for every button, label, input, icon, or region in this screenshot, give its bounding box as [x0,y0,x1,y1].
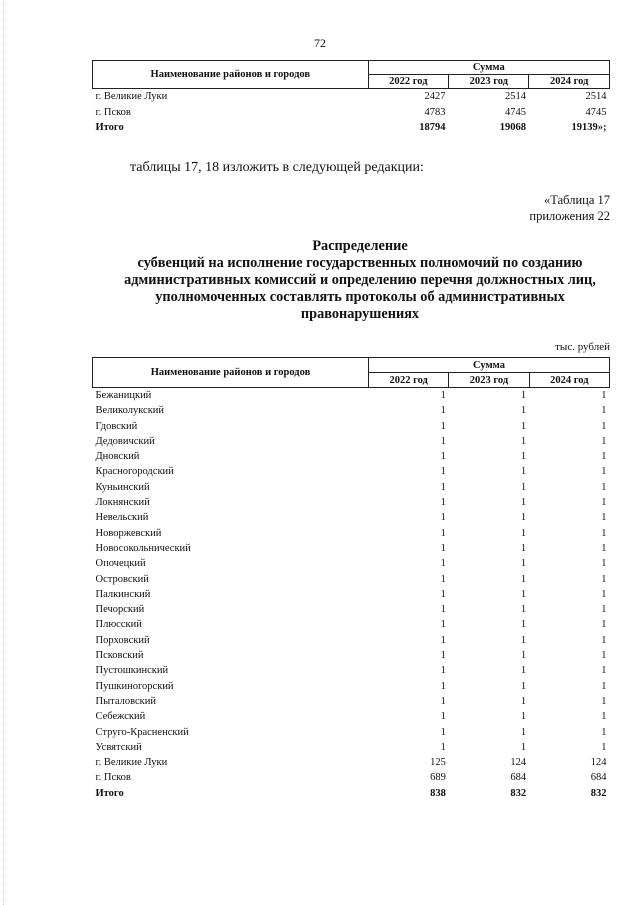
row-value: 1 [440,481,446,493]
row-value: 18794 [419,122,446,133]
row-name: Плюсский [95,619,142,631]
row-name: Печорский [95,604,145,616]
header-year: 2023 год [449,75,529,89]
row-value: 838 [430,787,446,799]
row-value: 1 [520,451,527,463]
row-name: Себежский [95,711,146,723]
title-line: правонарушениях [300,306,420,322]
row-value: 1 [440,420,446,432]
row-value: 689 [430,772,446,784]
row-value: 1 [440,573,446,585]
row-value: 1 [520,497,527,509]
row-value: 1 [440,695,446,707]
table-row [93,725,610,740]
title-line: уполномоченных составлять протоколы об административных [155,289,565,305]
table-row [93,663,610,678]
row-value: 1 [601,726,607,738]
table-row [93,89,610,105]
row-value: 1 [601,741,607,753]
table-row [93,572,610,587]
row-value: 124 [510,757,527,769]
row-name: Усвятский [95,741,142,753]
table-row [93,495,610,510]
row-name: Пыталовский [95,695,156,707]
row-name: г. Великие Луки [95,757,168,769]
row-value: 4783 [424,106,446,118]
row-value: 1 [440,451,446,463]
previous-table [92,60,610,136]
table-title [80,238,640,323]
row-value: 1 [520,512,527,524]
table-reference-line: «Таблица 17 [544,193,610,207]
row-name: Дедовичский [95,435,155,447]
table-row [93,602,610,617]
row-value: 19068 [499,122,526,133]
row-value: 1 [520,588,527,600]
row-value: 1 [601,405,607,417]
row-value: 125 [430,757,446,769]
header-year: 2022 год [369,373,449,388]
table-row [93,510,610,525]
row-value: 1 [440,542,446,554]
row-value: 1 [601,466,607,478]
row-value: 1 [601,711,607,723]
row-value: 4745 [585,106,607,118]
row-value: 2514 [504,91,526,102]
row-value: 1 [601,619,607,631]
row-value: 1 [601,695,607,707]
row-value: 1 [440,619,446,631]
table-row [93,709,610,724]
row-value: 124 [590,757,607,769]
row-value: 1 [520,405,527,417]
row-value: 1 [601,558,607,570]
row-name: Новоржевский [95,527,162,539]
row-name: Порховский [95,634,150,646]
title-line: административных комиссий и определению перечня должностных лиц, [124,272,596,288]
header-sum: Сумма [368,61,609,75]
table-row [93,740,610,755]
row-value: 1 [601,680,607,692]
row-value: 1 [520,481,527,493]
row-value: 684 [590,772,607,784]
table-row [93,648,610,663]
header-year: 2024 год [529,75,610,89]
table-row [93,403,610,418]
row-value: 1 [520,634,527,646]
table-row [93,633,610,648]
row-value: 1 [520,604,527,616]
header-year: 2022 год [368,75,448,89]
row-value: 1 [520,420,527,432]
row-value: 1 [520,466,527,478]
row-value: 1 [440,588,446,600]
row-value: 1 [440,726,446,738]
table-row [93,556,610,571]
row-name: Итого [95,787,124,799]
row-value: 1 [601,497,607,509]
row-value: 1 [520,619,527,631]
table-row [93,388,610,404]
row-value: 1 [601,435,607,447]
row-value: 1 [601,542,607,554]
row-value: 1 [520,711,527,723]
row-name: Пустошкинский [95,665,169,677]
table-row [93,587,610,602]
row-value: 1 [601,665,607,677]
row-value: 1 [440,711,446,723]
unit-label: тыс. рублей [555,341,610,353]
row-value: 1 [520,527,527,539]
header-name: Наименование районов и городов [93,358,369,388]
row-name: Островский [95,573,149,585]
row-value: 1 [520,390,527,401]
row-value: 1 [440,680,446,692]
row-name: Пушкиногорский [95,680,174,692]
row-name: Дновский [95,451,140,463]
row-value: 1 [520,558,527,570]
title-line: Распределение [312,238,408,254]
row-name: Красногородский [95,466,174,478]
row-value: 1 [601,604,607,616]
title-line: субвенций на исполнение государственных полномочий по созданию [137,255,583,271]
table-row [93,526,610,541]
row-value: 1 [601,527,607,539]
table-row [93,480,610,495]
table-row [93,419,610,434]
row-value: 1 [601,451,607,463]
row-name: Бежаницкий [95,390,152,401]
row-value: 1 [440,405,446,417]
header-year: 2024 год [529,373,609,388]
table-row [93,449,610,464]
table-row [93,770,610,785]
row-value: 832 [590,787,607,799]
row-value: 1 [440,604,446,616]
table-row [93,786,610,801]
header-name: Наименование районов и городов [93,61,369,89]
row-value: 1 [440,665,446,677]
table-row [93,120,610,136]
table-row [93,694,610,709]
row-value: 1 [520,573,527,585]
row-value: 1 [440,527,446,539]
row-value: 2427 [424,91,446,102]
row-value: 1 [601,650,607,662]
row-name: Великолукский [95,405,165,417]
row-value: 1 [601,573,607,585]
row-value: 1 [520,741,527,753]
row-value: 1 [601,390,607,401]
row-name: Опочецкий [95,558,146,570]
table-row [93,434,610,449]
row-name: Палкинский [95,588,151,600]
table-row [93,464,610,479]
row-name: Гдовский [95,420,138,432]
row-value: 1 [520,680,527,692]
row-value: 1 [440,497,446,509]
row-value: 1 [601,512,607,524]
row-value: 1 [601,634,607,646]
row-value: 1 [440,512,446,524]
page-number: 72 [314,36,326,50]
row-value: 1 [520,542,527,554]
row-name: г. Псков [95,106,131,118]
header-year: 2023 год [449,373,529,388]
scan-margin-line [3,0,4,905]
row-value: 1 [440,435,446,447]
row-name: Псковский [95,650,144,662]
row-value: 1 [440,558,446,570]
row-value: 1 [440,390,446,401]
table-row [93,755,610,770]
row-value: 1 [520,695,527,707]
row-value: 1 [520,726,527,738]
row-value: 19139»; [571,122,607,133]
row-value: 832 [510,787,527,799]
row-value: 2514 [585,91,607,102]
header-sum: Сумма [369,358,610,373]
row-value: 1 [440,634,446,646]
row-value: 1 [440,466,446,478]
row-value: 684 [510,772,527,784]
row-name: Локнянский [95,497,150,509]
row-name: г. Псков [95,772,131,784]
row-name: Новосокольнический [95,542,191,554]
intro-text: таблицы 17, 18 изложить в следующей редакции: [130,160,424,175]
row-name: Итого [95,122,124,133]
table-row [93,105,610,121]
subventions-table [92,357,610,801]
row-name: г. Великие Луки [95,91,168,102]
table-reference-line: приложения 22 [529,209,610,223]
table-reference [529,192,610,224]
table-row [93,541,610,556]
row-value: 1 [601,420,607,432]
row-name: Струго-Красненский [95,726,189,738]
row-value: 1 [520,435,527,447]
row-value: 1 [440,650,446,662]
row-value: 1 [520,665,527,677]
row-value: 1 [601,481,607,493]
row-name: Невельский [95,512,149,524]
row-value: 1 [440,741,446,753]
row-value: 1 [601,588,607,600]
row-value: 1 [520,650,527,662]
table-row [93,617,610,632]
row-name: Куньинский [95,481,150,493]
table-row [93,679,610,694]
row-value: 4745 [504,106,526,118]
